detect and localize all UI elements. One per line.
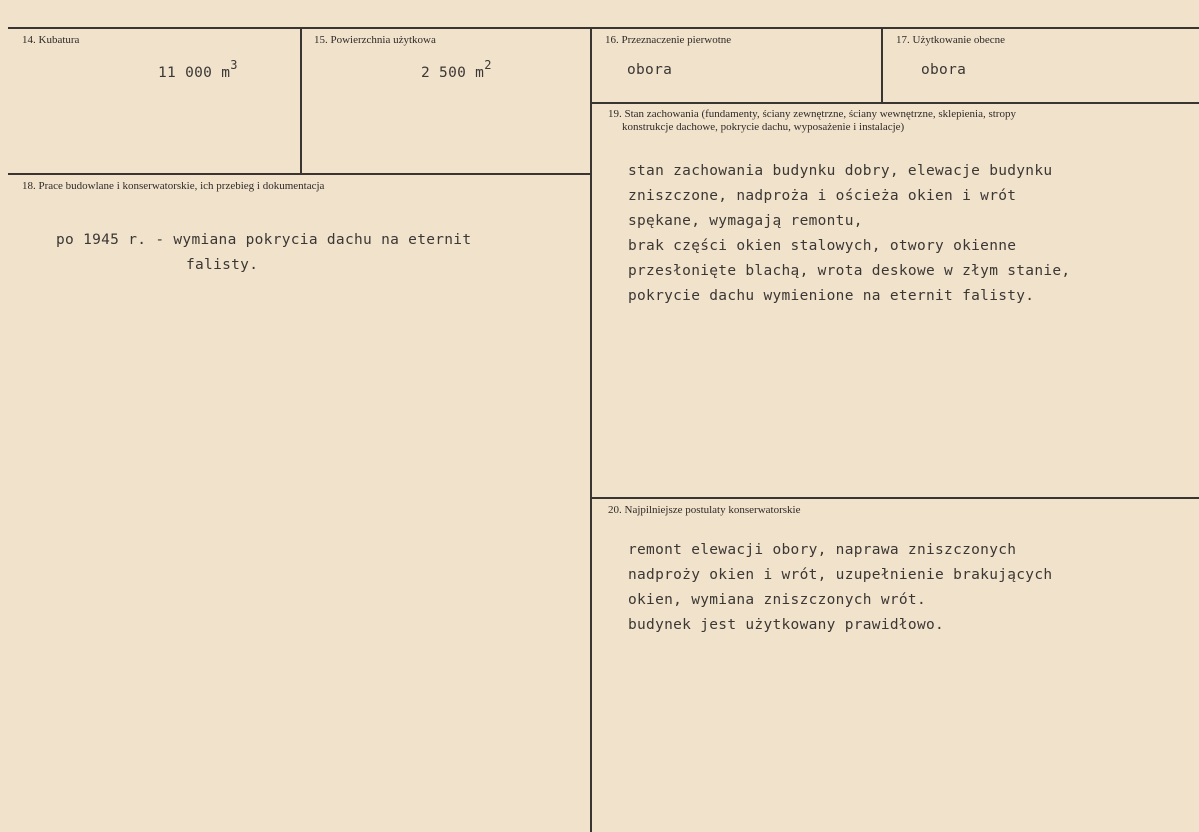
field-18-line: po 1945 r. - wymiana pokrycia dachu na eternit xyxy=(56,232,472,248)
center-divider xyxy=(590,29,592,832)
field-17-label: 17. Użytkowanie obecne xyxy=(896,34,1006,46)
field-15-unit-exponent: 2 xyxy=(484,58,492,72)
field-19-label-line-1: 19. Stan zachowania (fundamenty, ściany zewnętrzne, ściany wewnętrzne, sklepienia, stropy xyxy=(608,108,1016,120)
field-20-label: 20. Najpilniejsze postulaty konserwatorskie xyxy=(608,504,801,516)
field-20-text xyxy=(628,538,1052,638)
field-19-line: pokrycie dachu wymienione na eternit falisty. xyxy=(628,288,1035,304)
field-20-line: nadproży okien i wrót, uzupełnienie brakujących xyxy=(628,567,1053,583)
field-19-label-line-2: konstrukcje dachowe, pokrycie dachu, wyposażenie i instalacje) xyxy=(622,121,905,133)
divider-16-17 xyxy=(881,29,883,102)
top-border xyxy=(8,27,1199,29)
field-20-line: okien, wymiana zniszczonych wrót. xyxy=(628,592,926,608)
field-19-line: zniszczone, nadproża i ościeża okien i wrót xyxy=(628,188,1017,204)
field-19-line: brak części okien stalowych, otwory okienne xyxy=(628,238,1017,254)
divider-14-15 xyxy=(300,29,302,174)
field-14-label: 14. Kubatura xyxy=(22,34,80,46)
separator-16-19 xyxy=(592,102,1199,104)
field-18-line: falisty. xyxy=(186,257,259,273)
field-20-line: remont elewacji obory, naprawa zniszczonych xyxy=(628,542,1017,558)
field-19-line: spękane, wymagają remontu, xyxy=(628,213,863,229)
field-16-label: 16. Przeznaczenie pierwotne xyxy=(605,34,732,46)
separator-19-20 xyxy=(592,497,1199,499)
field-19-line: stan zachowania budynku dobry, elewacje budynku xyxy=(628,163,1053,179)
field-14-value xyxy=(158,60,238,81)
field-18-text xyxy=(56,228,471,278)
field-18-label: 18. Prace budowlane i konserwatorskie, ich przebieg i dokumentacja xyxy=(22,180,325,192)
separator-14-18 xyxy=(8,173,592,175)
field-14-unit-exponent: 3 xyxy=(230,58,238,72)
field-15-number: 2 500 m xyxy=(421,64,485,81)
field-15-label: 15. Powierzchnia użytkowa xyxy=(314,34,436,46)
field-19-text xyxy=(628,159,1070,309)
field-16-value: obora xyxy=(627,62,673,78)
field-17-value: obora xyxy=(921,62,967,78)
field-19-line: przesłonięte blachą, wrota deskowe w złym stanie, xyxy=(628,263,1071,279)
field-14-number: 11 000 m xyxy=(158,64,231,81)
field-15-value xyxy=(421,60,492,81)
field-20-line: budynek jest użytkowany prawidłowo. xyxy=(628,617,945,633)
